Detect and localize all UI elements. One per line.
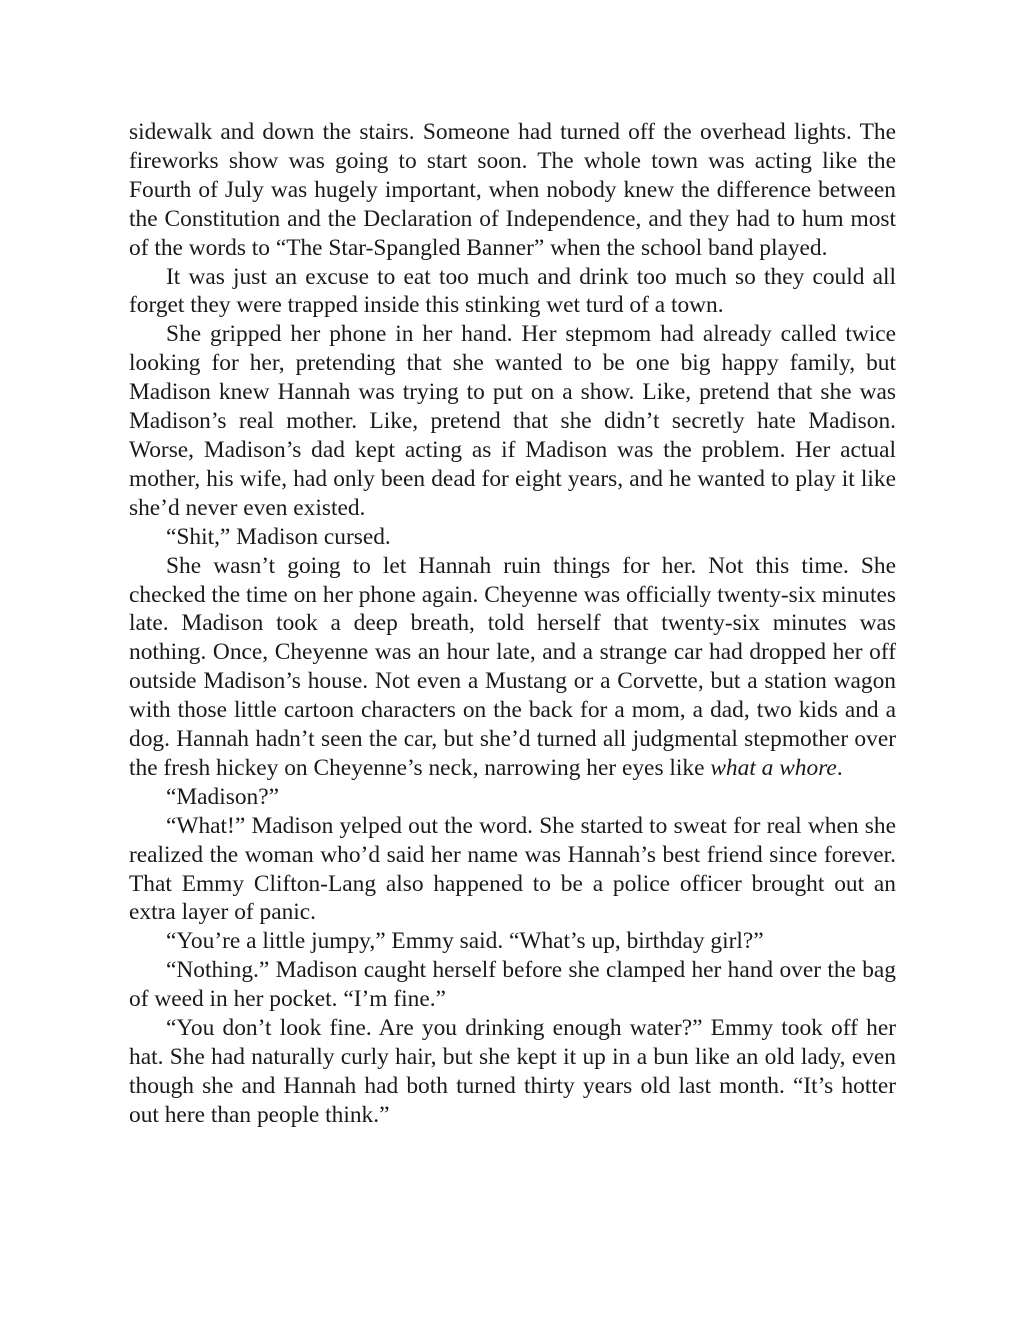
paragraph-end-punctuation: . bbox=[836, 754, 843, 781]
italic-phrase: what a whore bbox=[710, 754, 837, 781]
paragraph: “Shit,” Madison cursed. bbox=[166, 523, 391, 550]
paragraph: sidewalk and down the stairs. Someone had turned off the overhead lights. The fireworks show was going to start soon. The whole town was acting like the Fourth of July was hugely important, when nobody knew the difference between the Constitution and the Declaration of Independence, and they had to hum most of the words to “The Star-Spangled Banner” when the school band played. bbox=[129, 119, 896, 261]
paragraph: She gripped her phone in her hand. Her stepmom had already called twice looking for her, pretending that she wanted to be one big happy family, but Madison knew Hannah was trying to put on a show. Like, pretend that she was Madison’s real mother. Like, pretend that she didn’t secretly hate Madison. Worse, Madison’s dad kept acting as if Madison was the problem. Her actual mother, his wife, had only been dead for eight years, and he wanted to play it like she’d never even existed. bbox=[129, 321, 896, 521]
paragraph: “You don’t look fine. Are you drinking enough water?” Emmy took off her hat. She had naturally curly hair, but she kept it up in a bun like an old lady, even though she and Hannah had both turned thirty years old last month. “It’s hotter out here than people think.” bbox=[129, 1015, 896, 1128]
page-body bbox=[129, 118, 896, 1130]
paragraph: “You’re a little jumpy,” Emmy said. “What’s up, birthday girl?” bbox=[166, 928, 764, 955]
paragraph: “What!” Madison yelped out the word. She started to sweat for real when she realized the woman who’d said her name was Hannah’s best friend since forever. That Emmy Clifton-Lang also happened to be a police officer brought out an extra layer of panic. bbox=[129, 812, 896, 926]
paragraph: It was just an excuse to eat too much and drink too much so they could all forget they were trapped inside this stinking wet turd of a town. bbox=[129, 263, 896, 319]
paragraph: “Madison?” bbox=[166, 783, 280, 810]
paragraph bbox=[129, 552, 896, 783]
paragraph-text: She wasn’t going to let Hannah ruin things for her. Not this time. She checked the time on her phone again. Cheyenne was officially twenty-six minutes late. Madison took a deep breath, told herself that twenty-six minutes was nothing. Once, Cheyenne was an hour late, and a strange car had dropped her off outside Madison’s house. Not even a Mustang or a Corvette, but a station wagon with those little cartoon characters on the back for a mom, a dad, two kids and a dog. Hannah hadn’t seen the car, but she’d turned all judgmental stepmother over the fresh hickey on Cheyenne’s neck, narrowing her eyes like bbox=[129, 552, 896, 781]
paragraph: “Nothing.” Madison caught herself before she clamped her hand over the bag of weed in her pocket. “I’m fine.” bbox=[129, 957, 896, 1013]
